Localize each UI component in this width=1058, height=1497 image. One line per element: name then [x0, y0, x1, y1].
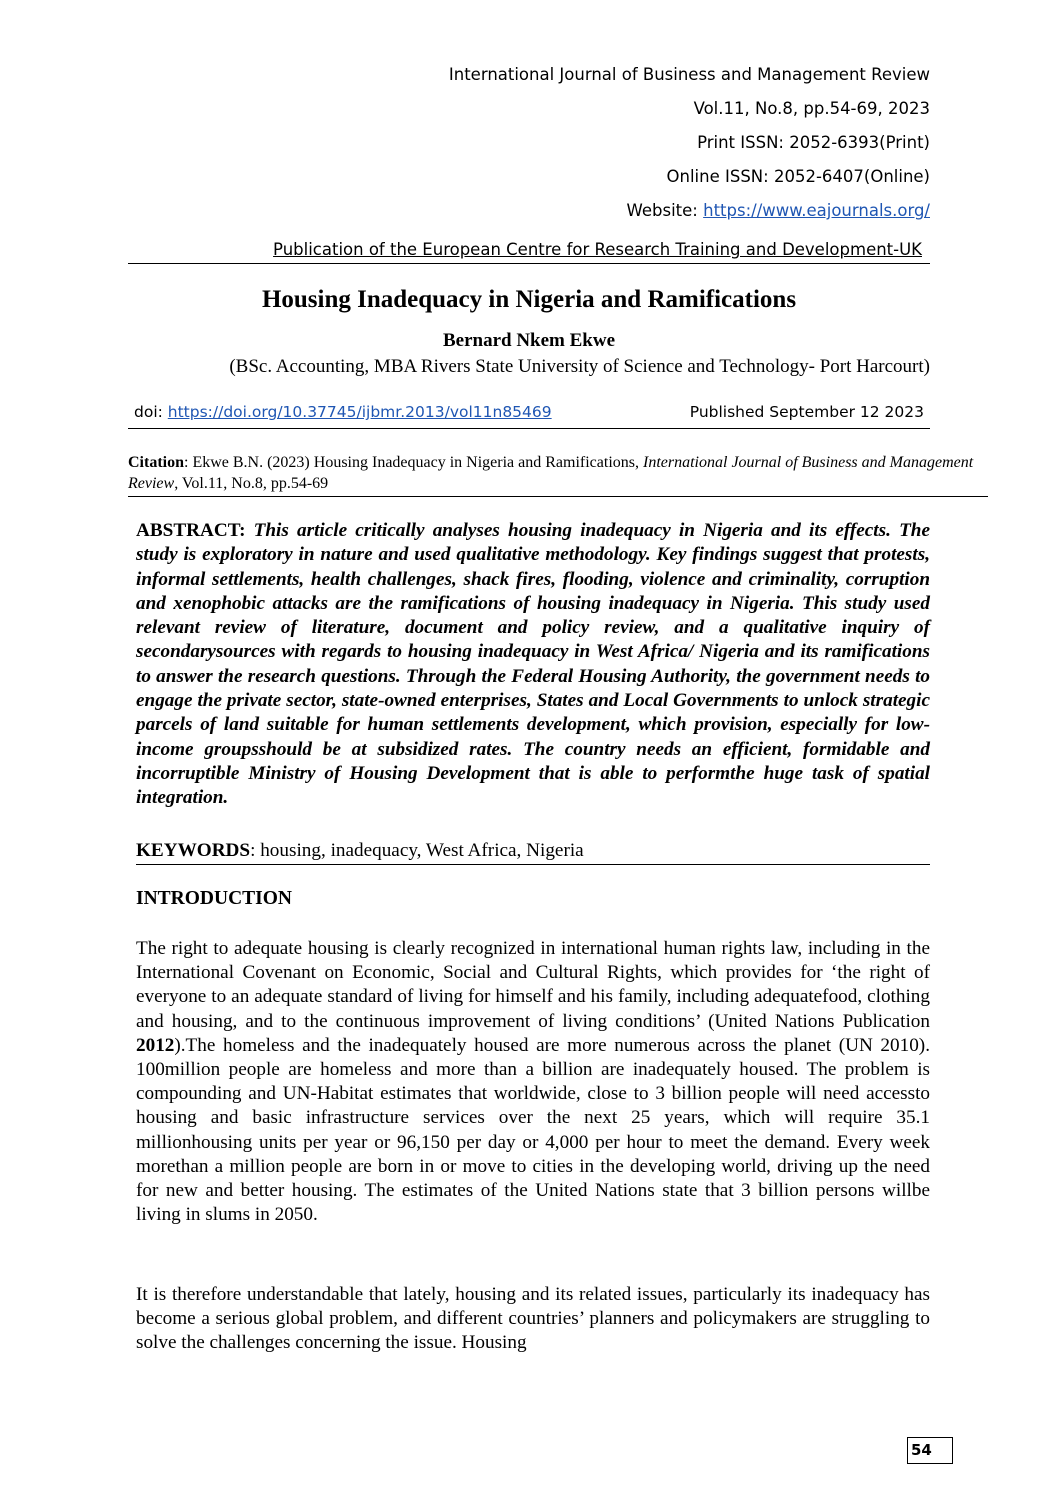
abstract-label: ABSTRACT:: [136, 520, 246, 541]
intro-p1-a: The right to adequate housing is clearly recognized in international human rights law, including in the International Covenant on Economic, Social and Cultural Rights, which provides for ‘the right of everyone to an adequate standard of living for himself and his family, including adequatefood, clothing and housing, and to the continuous improvement of living conditions’ (United Nations Publication: [136, 938, 930, 1032]
website-link[interactable]: https://www.eajournals.org/: [703, 201, 930, 220]
citation-journal: International Journal of Business and Management Review: [128, 454, 974, 492]
website-label: Website:: [626, 201, 704, 220]
website-line: [170, 198, 930, 232]
article-title: Housing Inadequacy in Nigeria and Ramifications: [261, 286, 797, 313]
doi-row: [128, 403, 930, 429]
volume-info: Vol.11, No.8, pp.54-69, 2023: [693, 99, 930, 118]
intro-paragraph-1: [136, 937, 930, 1227]
author-affiliation: (BSc. Accounting, MBA Rivers State University of Science and Technology- Port Harcourt): [229, 356, 930, 377]
doi-label: doi:: [134, 403, 168, 421]
doi-link[interactable]: https://doi.org/10.37745/ijbmr.2013/vol11n85469: [167, 403, 552, 421]
abstract-text: This article critically analyses housing inadequacy in Nigeria and its effects. The study is exploratory in nature and used qualitative methodology. Key findings suggest that protests, informal settlements, health challenges, shack fires, flooding, violence and criminality, corruption and xenophobic attacks are the ramifications of housing inadequacy in Nigeria. This study used relevant review of literature, document and policy review, and a qualitative inquiry of secondarysources with regards to housing inadequacy in West Africa/ Nigeria and its ramifications to answer the research questions. Through the Federal Housing Authority, the government needs to engage the private sector, state-owned enterprises, States and Local Governments to unlock strategic parcels of land suitable for human settlements development, which provision, especially for low-income groupsshould be at subsidized rates. The country needs an efficient, formidable and incorruptible Ministry of Housing Development that is able to performthe huge task of spatial integration.: [136, 520, 930, 809]
citation-text: : Ekwe B.N. (2023) Housing Inadequacy in Nigeria and Ramifications,: [184, 454, 643, 471]
page-number: 54: [907, 1437, 953, 1464]
citation-label: Citation: [128, 454, 184, 471]
journal-name: International Journal of Business and Management Review: [448, 65, 930, 84]
journal-header: [170, 62, 930, 232]
citation-tail: , Vol.11, No.8, pp.54-69: [174, 475, 329, 492]
publisher-line: Publication of the European Centre for Research Training and Development-UK: [128, 240, 930, 264]
published-date: Published September 12 2023: [689, 403, 924, 421]
keywords-text: : housing, inadequacy, West Africa, Nigeria: [250, 840, 584, 861]
online-issn: Online ISSN: 2052-6407(Online): [666, 167, 930, 186]
keywords-label: KEYWORDS: [136, 840, 251, 861]
print-issn: Print ISSN: 2052-6393(Print): [697, 133, 930, 152]
doi: [134, 403, 552, 428]
keywords: [136, 839, 930, 865]
abstract: [136, 519, 930, 811]
intro-p1-b: ).The homeless and the inadequately housed are more numerous across the planet (UN 2010). 100million people are homeless and more than a billion are inadequately housed. The problem is compounding and UN-Habitat estimates that worldwide, close to 3 billion people will need accessto housing and basic infrastructure services over the next 25 years, which will require 35.1 millionhousing units per year or 96,150 per day or 4,000 per hour to meet the demand. Every week morethan a million people are born in or move to cities in the developing world, driving up the need for new and better housing. The estimates of the United Nations state that 3 billion persons willbe living in slums in 2050.: [136, 1034, 930, 1226]
citation: [128, 452, 988, 497]
section-heading: INTRODUCTION: [136, 888, 293, 909]
intro-paragraph-2: It is therefore understandable that lately, housing and its related issues, particularly its inadequacy has become a serious global problem, and different countries’ planners and policymakers are struggling to solve the challenges concerning the issue. Housing: [136, 1284, 930, 1354]
author-name: Bernard Nkem Ekwe: [442, 330, 616, 351]
intro-p1-year: 2012: [136, 1034, 175, 1056]
